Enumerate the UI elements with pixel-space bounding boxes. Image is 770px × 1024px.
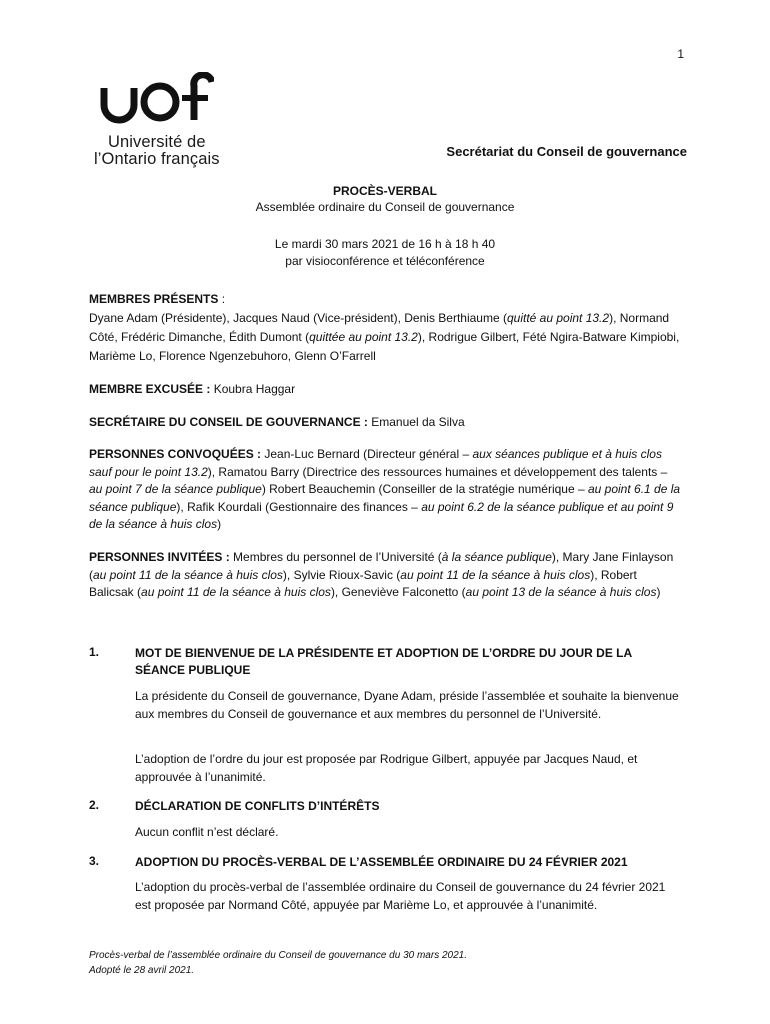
members-text: Dyane Adam (Présidente), Jacques Naud (Vice-président), Denis Berthiaume ( — [89, 311, 507, 325]
uof-logo-mark-icon — [94, 72, 214, 124]
invited-note: au point 13 de la séance à huis clos — [465, 585, 657, 599]
footer-line-2: Adopté le 28 avril 2021. — [89, 965, 195, 976]
logo-line-2: l’Ontario français — [94, 150, 220, 168]
document-title: PROCÈS-VERBAL — [332, 184, 437, 198]
invited-section — [89, 549, 681, 602]
convened-section — [89, 446, 681, 534]
invited-note: au point 11 de la séance à huis clos — [400, 567, 591, 582]
agenda-item-paragraph: L’adoption du procès-verbal de l’assemblée ordinaire du Conseil de gouvernance du 24 février 2021 est proposée par Normand Côté, appuyée par Marième Lo, et approuvée à l’unanimité. — [135, 880, 666, 912]
convened-label: PERSONNES CONVOQUÉES : — [89, 447, 262, 461]
invited-text: ), Geneviève Falconetto ( — [330, 585, 466, 599]
invited-note: au point 11 de la séance à huis clos — [93, 567, 283, 582]
convened-text: Jean-Luc Bernard (Directeur général – — [261, 447, 473, 461]
secretary-label: SECRÉTAIRE DU CONSEIL DE GOUVERNANCE : — [89, 415, 368, 429]
university-logo — [94, 72, 244, 168]
agenda-item-paragraph: Aucun conflit n’est déclaré. — [135, 825, 279, 839]
invited-text: ), Robert Balicsak ( — [89, 567, 637, 599]
document-subtitle: Assemblée ordinaire du Conseil de gouvernance — [255, 200, 515, 214]
members-note: quittée au point 13.2 — [309, 330, 418, 344]
convened-text: ), Rafik Kourdali (Gestionnaire des finances – — [176, 499, 422, 514]
invited-note: au point 11 de la séance à huis clos — [141, 585, 331, 599]
agenda-item-paragraph: L’adoption de l’ordre du jour est proposée par Rodrigue Gilbert, appuyée par Jacques Naud, et approuvée à l’unanimité. — [135, 752, 638, 784]
agenda-item-title: MOT DE BIENVENUE DE LA PRÉSIDENTE ET ADOPTION DE L’ORDRE DU JOUR DE LA SÉANCE PUBLIQUE — [135, 646, 632, 677]
convened-note: au point 6.2 de la séance publique et au point 9 de la séance à huis clos — [89, 499, 674, 531]
members-present-colon: : — [218, 292, 226, 306]
member-excused-label: MEMBRE EXCUSÉE : — [89, 382, 211, 396]
meeting-date-line: Le mardi 30 mars 2021 de 16 h à 18 h 40 — [274, 237, 496, 251]
invited-text: Membres du personnel de l’Université ( — [229, 550, 442, 564]
members-text: ), Rodrigue Gilbert, Fété Ngira-Batware Kimpiobi, Marième Lo, Florence Ngenzebuhoro, Glenn O’Farrell — [89, 330, 680, 363]
page-number: 1 — [677, 47, 684, 61]
members-present-label: MEMBRES PRÉSENTS — [89, 292, 219, 306]
convened-text: ), Ramatou Barry (Directrice des ressources humaines et développement des talents – — [207, 464, 668, 479]
footer-line-1: Procès-verbal de l’assemblée ordinaire du Conseil de gouvernance du 30 mars 2021. — [89, 950, 467, 961]
invited-text: ) — [656, 585, 661, 599]
secretariat-header: Secrétariat du Conseil de gouvernance — [446, 144, 687, 159]
invited-label: PERSONNES INVITÉES : — [89, 550, 230, 564]
invited-text: ), Sylvie Rioux-Savic ( — [282, 567, 401, 582]
page-footer — [89, 948, 467, 978]
meeting-date — [0, 236, 770, 270]
convened-text: ) Robert Beauchemin (Conseiller de la stratégie numérique – — [261, 482, 588, 496]
agenda-item-paragraph: La présidente du Conseil de gouvernance, Dyane Adam, préside l’assemblée et souhaite la bienvenue aux membres du Conseil de gouvernance et aux membres du personnel de l’Université. — [135, 689, 679, 721]
secretary-section — [89, 414, 681, 432]
secretary-name: Emanuel da Silva — [367, 415, 465, 429]
convened-text: ) — [217, 517, 222, 531]
invited-text: ), Mary Jane Finlayson ( — [89, 550, 674, 582]
invited-note: à la séance publique — [441, 550, 552, 564]
logo-line-1: Université de — [108, 133, 206, 151]
document-heading — [0, 183, 770, 215]
member-excused-section — [89, 381, 681, 399]
agenda-item-number: 2. — [89, 798, 100, 812]
meeting-format-line: par visioconférence et téléconférence — [285, 254, 485, 268]
agenda-item-title: DÉCLARATION DE CONFLITS D’INTÉRÊTS — [135, 799, 380, 813]
convened-note: aux séances publique et à huis clos sauf pour le point 13.2 — [89, 447, 662, 479]
convened-note: au point 7 de la séance publique — [89, 482, 262, 496]
agenda-item-number: 1. — [89, 645, 100, 659]
convened-note: au point 6.1 de la séance publique — [89, 482, 681, 514]
agenda-item-number: 3. — [89, 854, 100, 868]
member-excused-name: Koubra Haggar — [210, 382, 296, 396]
members-note: quitté au point 13.2 — [506, 311, 610, 325]
members-text: ), Normand Côté, Frédéric Dimanche, Édith Dumont ( — [89, 311, 670, 344]
agenda-item-title: ADOPTION DU PROCÈS-VERBAL DE L’ASSEMBLÉE ORDINAIRE DU 24 FÉVRIER 2021 — [135, 855, 628, 869]
members-present-section — [89, 290, 681, 366]
